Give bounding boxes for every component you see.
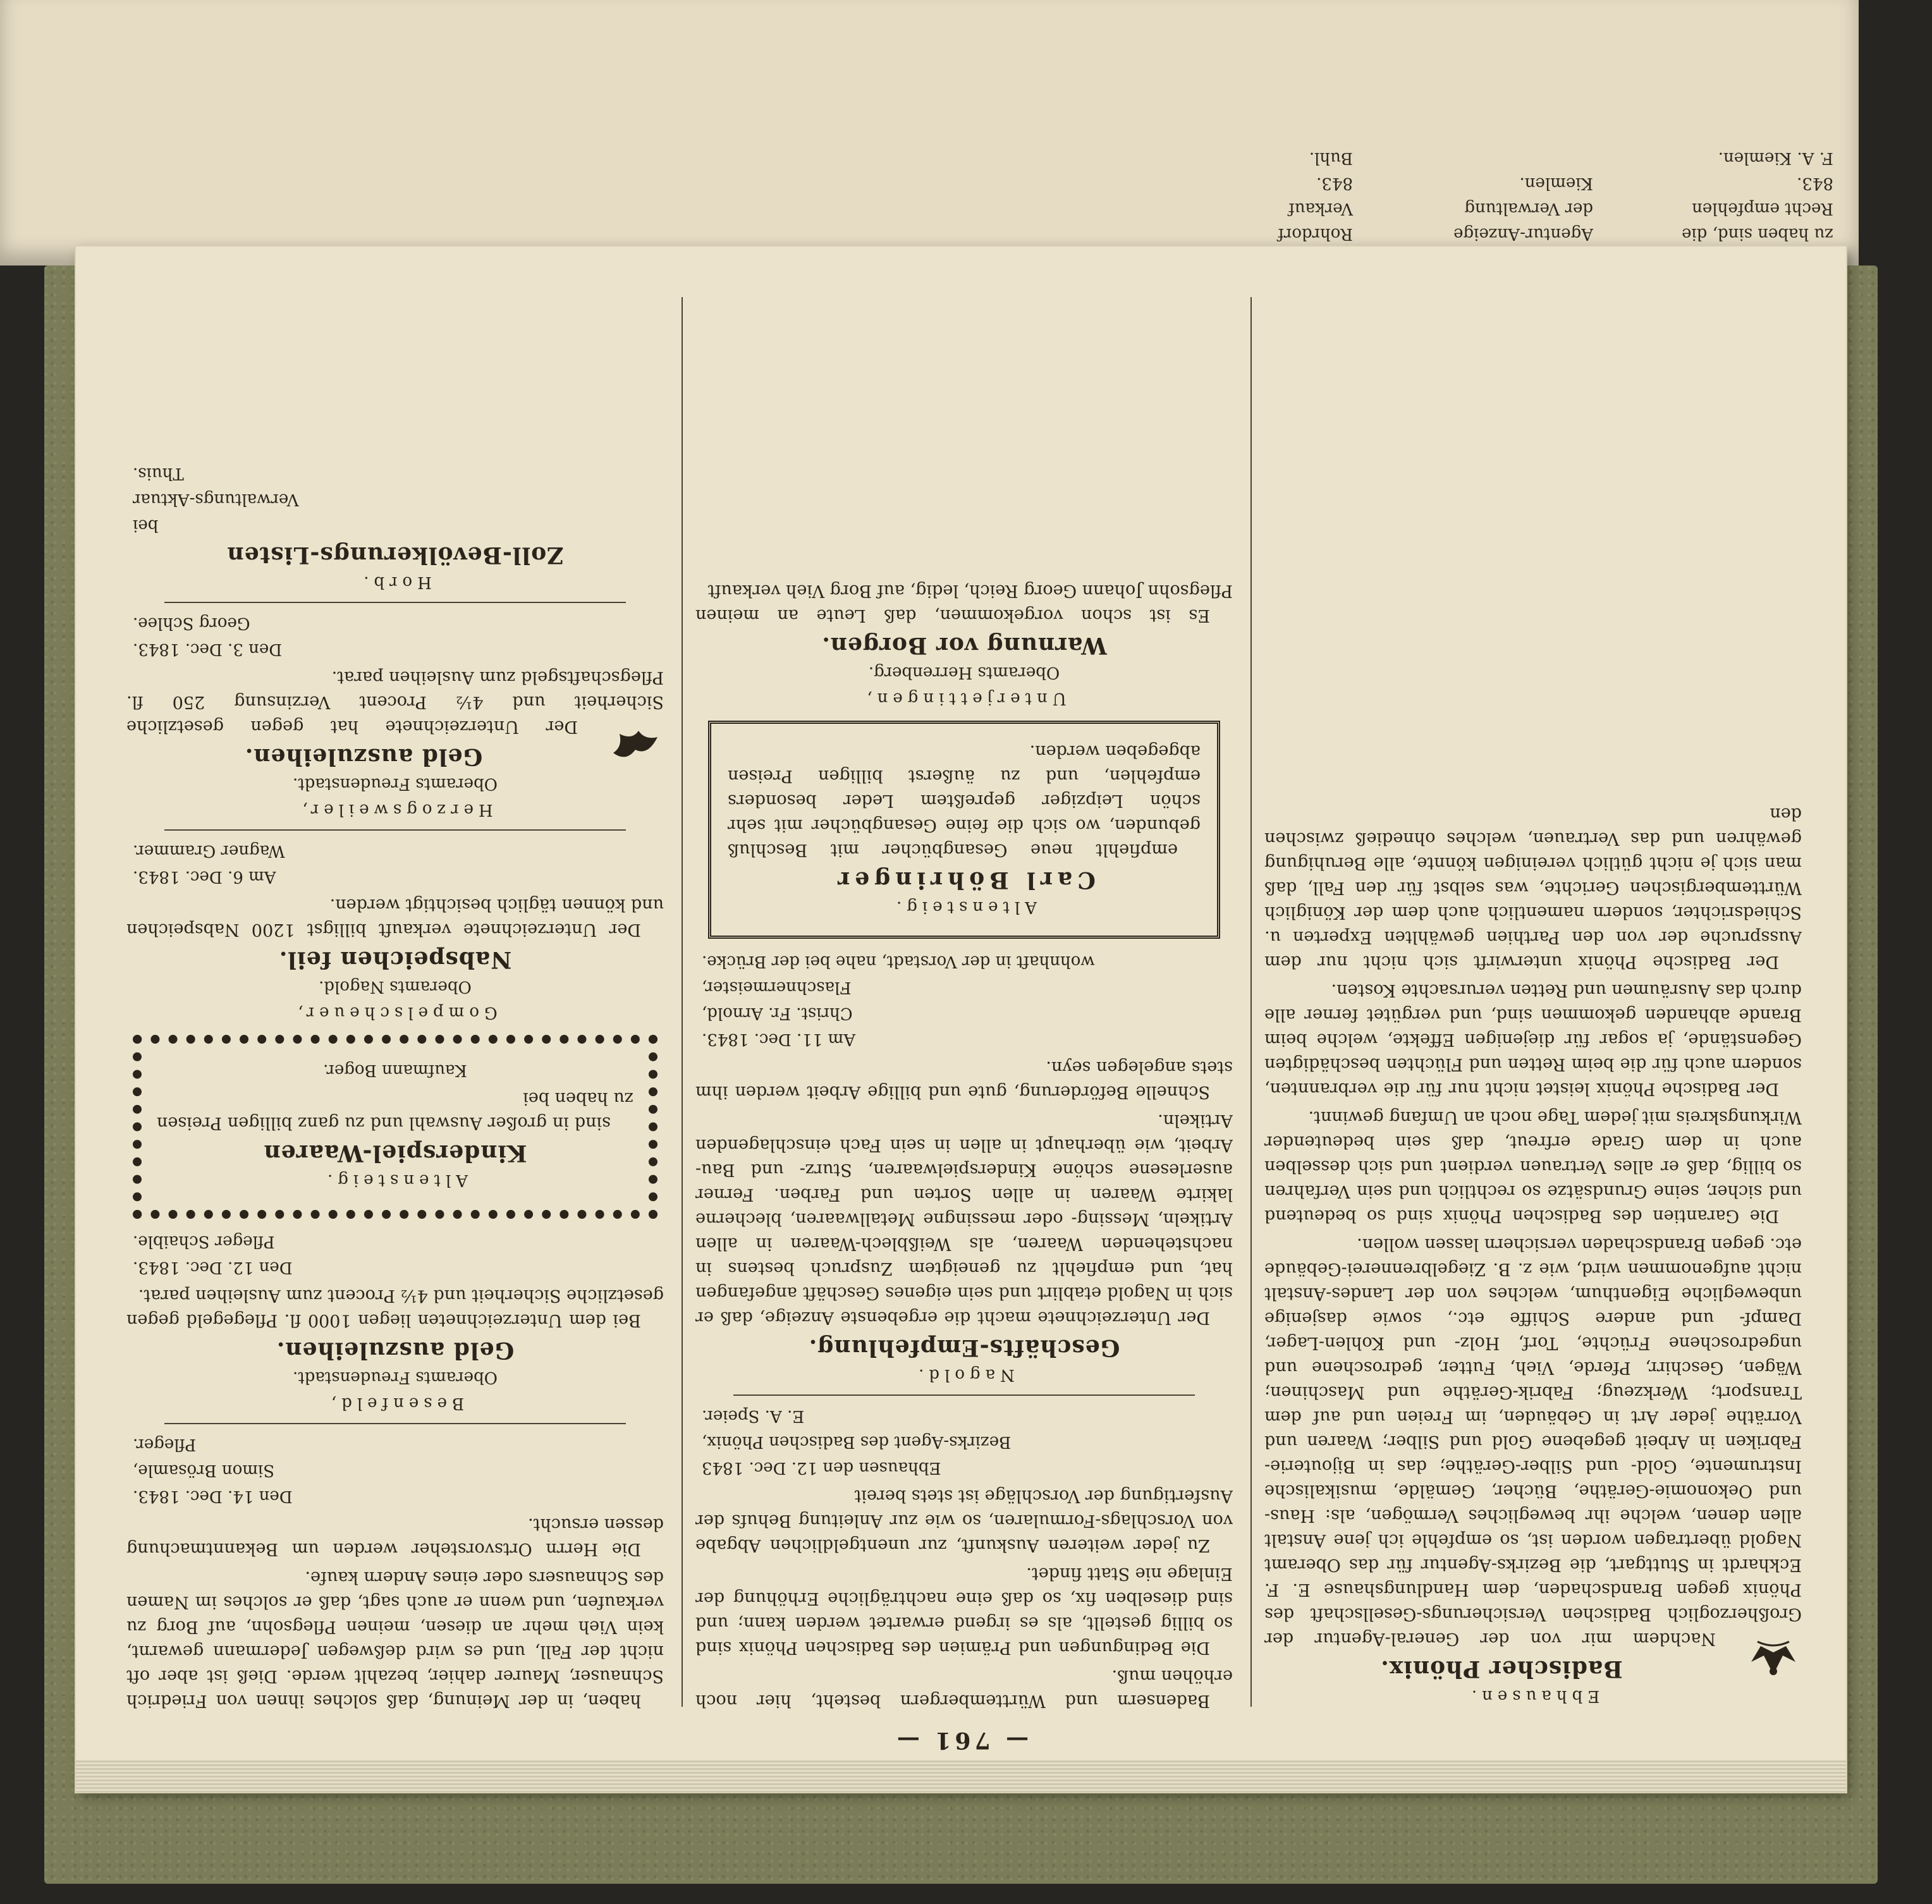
paragraph: Der Badische Phönix leistet nicht nur für die verbrannten, sondern auch für die beim Retten und Flüchten beschädigten Gegenstände, ja sogar für diejenigen Effekte, welche beim Brande abhanden gekommen sind, und vergütet ferner alle durch das Ausräumen und Retten verursachte Kosten. <box>1264 980 1802 1099</box>
back-line: Recht empfehlen <box>1692 199 1833 218</box>
paragraph: Schnelle Beförderung, gute und billige Arbeit werden ihm stets angelegen seyn. <box>695 1058 1233 1102</box>
column-middle <box>695 291 1233 1713</box>
signature-line: Wagner Grammer. <box>133 841 285 860</box>
back-page <box>0 0 1859 265</box>
headline-geld-auszuleihen-2 <box>126 744 664 769</box>
signature-line: Simon Brösamle, <box>133 1461 275 1480</box>
sub-heading: Oberamts Freudenstadt. <box>293 774 498 793</box>
place-besenfeld: Besenfeld, <box>326 1394 465 1413</box>
headline-carl-boehringer: Carl Böhringer <box>833 867 1096 893</box>
page-edges <box>76 1761 1846 1792</box>
boxed-ad-boehringer <box>708 721 1220 939</box>
headline-zoll-listen: Zoll-Bevölkerungs-Listen <box>226 542 564 568</box>
page-content <box>82 253 1840 1757</box>
divider <box>733 1394 1195 1396</box>
back-line: Buhl. <box>1309 149 1353 168</box>
signature-line: Den 3. Dec. 1843. <box>133 640 283 659</box>
place-gompelscheuer: Gompelscheuer, <box>293 1003 498 1022</box>
paragraph: Zu jeder weiteren Auskunft, zur unentgeldlichen Abgabe von Vorschlags-Formularen, so wie zur Anleitung Behufs der Ausfertigung der Vorschläge ist stets bereit <box>695 1486 1233 1555</box>
back-line: F. A. Kiemlen. <box>1718 149 1833 168</box>
back-line: Verkauf <box>1288 199 1353 218</box>
column-left <box>1264 291 1802 1713</box>
back-col-2 <box>1385 171 1593 247</box>
phoenix-emblem-icon <box>1745 1637 1802 1681</box>
back-line: Agentur-Anzeige <box>1453 224 1593 243</box>
sub-heading: Oberamts Herrenberg. <box>868 663 1060 682</box>
sub-heading: Oberamts Nagold. <box>319 977 472 996</box>
signature-line: wohnhaft in der Vorstadt, nahe bei der Brücke. <box>702 952 1095 971</box>
divider <box>164 829 626 831</box>
signature-line: Pfleger Schaible. <box>133 1232 275 1251</box>
paragraph: empfiehlt neue Gesangbücher mit Beschluß gebunden, wo sich die feine Gesangbücher mit sehr schön Leipziger gepreßtem Leder besonders empfehlen, und zu äußerst billigen Preisen abgegeben werden. <box>728 741 1201 860</box>
column-rule <box>682 297 683 1707</box>
signature-line: Kaufmann Boger. <box>323 1061 467 1080</box>
place-unterjettingen: Unterjettingen, <box>862 689 1067 708</box>
back-page-text <box>0 0 1859 265</box>
signature-line: Pfleger. <box>133 1435 197 1454</box>
signature-line: bei <box>133 516 159 535</box>
paragraph: Der Unterzeichnete verkauft billigst 1200 Nabspeichen und können täglich besichtigt werden. <box>126 895 664 939</box>
place-altensteig: Altensteig. <box>891 898 1037 917</box>
back-col-3 <box>1144 145 1353 247</box>
place-horb: Horb. <box>358 573 432 592</box>
headline-geschaefts-empfehlung: Geschäfts-Empfehlung. <box>808 1334 1120 1361</box>
signature-line: Verwaltungs-Aktuar <box>133 490 299 509</box>
signature-line: Am 11. Dec. 1843. <box>702 1030 856 1049</box>
dragon-ornament-icon <box>607 724 664 769</box>
place-altensteig: Altensteig. <box>322 1171 468 1190</box>
paragraph: Der Badische Phönix unterwirft sich nicht nur dem Ausspruche der von den Parthien gewählten Experten u. Schiedsrichter, sondern namentlich auch dem der Königlich Württembergischen Gerichte, was selbst für den Fall, daß man sich je nicht gütlich vereinigen könnte, alle Beruhigung gewähren und das Vertrauen, welches ohnedieß zwischen den <box>1264 804 1802 972</box>
place-herzogsweiler: Herzogsweiler, <box>297 800 493 819</box>
signature-line: Christ. Fr. Arnold, <box>702 1004 853 1023</box>
column-right <box>126 291 664 1713</box>
headline-nabspeichen: Nabspeichen feil. <box>278 946 512 973</box>
divider <box>164 602 626 603</box>
signature-line: Am 6. Dec. 1843. <box>133 867 276 886</box>
divider <box>164 1423 626 1424</box>
place-ebhausen: Ebhausen. <box>1466 1687 1600 1706</box>
signature-line: Den 14. Dec. 1843. <box>133 1487 293 1506</box>
place-nagold: Nagold. <box>914 1365 1015 1384</box>
paragraph: haben, in der Meinung, daß solches ihnen von Friedrich Schnauser, Maurer dahier, bezahlt werde. Dieß ist aber oft nicht der Fall, und es wird deßwegen Jedermann gewarnt, kein Vieh mehr an diesen, meinen Pflegsohn, auf Borg zu verkaufen, und wenn er auch sagt, daß er solches im Namen des Schnausers oder eines Andern kaufe. <box>126 1568 664 1711</box>
paragraph: Nachdem mir von der General-Agentur der Großherzoglich Badischen Versicherungs-Gesellschaft des Phönix gegen Brandschaden, dem Handlungshause E. F. Eckhardt in Stuttgart, die Bezirks-Agentur für das Oberamt Nagold übertragen worden ist, so empfehle ich jene Anstalt allen denen, welche ihr bewegliches Vermögen, als: Haus- und Oekonomie-Geräthe, Bücher, Gemälde, musikalische Instrumente, Gold- und Silber-Geräthe; das in Bijouterie-Fabriken in Arbeit gegebene Gold und Silber; Waaren und Vorräthe jeder Art in Gebäuden, im Freien und auf dem Transport; Werkzeug; Fabrik-Geräthe und Maschinen; Wägen, Geschirr, Pferde, Vieh, Futter, gedroschene und ungedroschene Früchte, Torf, Holz- und Kohlen-Lager, Dampf- und andere Schiffe etc., sowie dasjenige unbewegliche Eigenthum, welches von der Landes-Anstalt nicht aufgenommen wird, wie z. B. Ziegelbrennerei-Gebäude etc. gegen Brandschaden versichern lassen wollen. <box>1264 1235 1802 1649</box>
paragraph: sind in großer Auswahl und zu ganz billigen Preisen zu haben bei <box>157 1089 633 1133</box>
signature-line: Den 12. Dec. 1843. <box>133 1258 293 1277</box>
headline-badischer-phoenix <box>1264 1656 1802 1681</box>
paragraph: Bei dem Unterzeichneten liegen 1000 fl. Pflegegeld gegen gesetzliche Sicherheit und 4½ Procent zum Ausleihen parat. <box>126 1286 664 1330</box>
signature-line: Flaschnermeister, <box>702 978 852 997</box>
ornamented-ad-kinderspiel <box>133 1035 657 1219</box>
paragraph: Es ist schon vorgekommen, daß Leute an meinen Pflegsohn Johann Georg Reich, ledig, auf Borg Vieh verkauft <box>695 581 1233 625</box>
headline-geld-auszuleihen: Geld auszuleihen. <box>276 1337 515 1364</box>
back-line: Kiemlen. <box>1519 174 1593 193</box>
back-col-1 <box>1625 145 1833 247</box>
signature-line: Ebhausen den 12. Dec. 1843 <box>702 1458 941 1477</box>
signature-line: E. A. Speier. <box>702 1407 805 1425</box>
headline-text: Badischer Phönix. <box>1380 1656 1623 1682</box>
back-line: der Verwaltung <box>1464 199 1593 218</box>
page-number: — 761 — <box>893 1727 1029 1754</box>
signature-line: Bezirks-Agent des Badischen Phönix, <box>702 1432 1012 1451</box>
paragraph: Der Unterzeichnete macht die ergebenste Anzeige, daß er sich in Nagold etablirt und sein eigenes Geschäft angefangen hat, und empfiehlt zu geneigtem Zuspruch bestens in nachstehenden Waaren, als Weißblech-Waaren in allen Artikeln, Messing- oder messingne Metallwaaren, blecherne lakirte Waaren in allen Sorten und Farben. Ferner auserlesene schöne Kinderspielwaaren, Sturz- und Bau-Arbeit, wie überhaupt in allen in sein Fach einschlagenden Artikeln. <box>695 1111 1233 1327</box>
headline-text: Geld auszuleihen. <box>244 743 483 770</box>
back-line: 843. <box>1797 174 1833 193</box>
headline-kinderspiel-waaren: Kinderspiel-Waaren <box>263 1140 527 1166</box>
sub-heading: Oberamts Freudenstadt. <box>293 1368 498 1387</box>
back-line: 843. <box>1316 174 1353 193</box>
back-line: Rohrdorf <box>1278 224 1353 243</box>
paragraph: Der Unterzeichnete hat gegen gesetzliche Sicherheit und 4½ Procent Verzinsung 250 fl. Pflegschaftsgeld zum Ausleihen parat. <box>126 668 664 736</box>
paragraph: Die Herrn Ortsvorsteher werden um Bekanntmachung dessen ersucht. <box>126 1515 664 1559</box>
column-rule <box>1250 297 1252 1707</box>
signature-line: Georg Schlee. <box>133 614 250 633</box>
paragraph: Badensern und Württembergern besteht, hier noch erhöhen muß. <box>695 1666 1233 1711</box>
paragraph: Die Bedingungen und Prämien des Badischen Phönix sind so billig gestellt, als es irgend erwartet werden kann; und sind dieselben fix, so daß eine nachträgliche Erhöhung der Einlage nie Statt findet. <box>695 1564 1233 1657</box>
headline-warnung: Warnung vor Borgen. <box>821 632 1107 659</box>
back-line: zu haben sind, die <box>1682 224 1833 243</box>
signature-line: Thuis. <box>133 464 184 483</box>
paragraph: Die Garantien des Badischen Phönix sind so bedeutend und sicher, seine Grundsätze so rechtlich und sein Verfahren so billig, daß er alles Vertrauen verdient und sich desselben auch in dem Grade erfreut, daß sein bedeutender Wirkungskreis mit jedem Tage noch an Umfang gewinnt. <box>1264 1108 1802 1226</box>
